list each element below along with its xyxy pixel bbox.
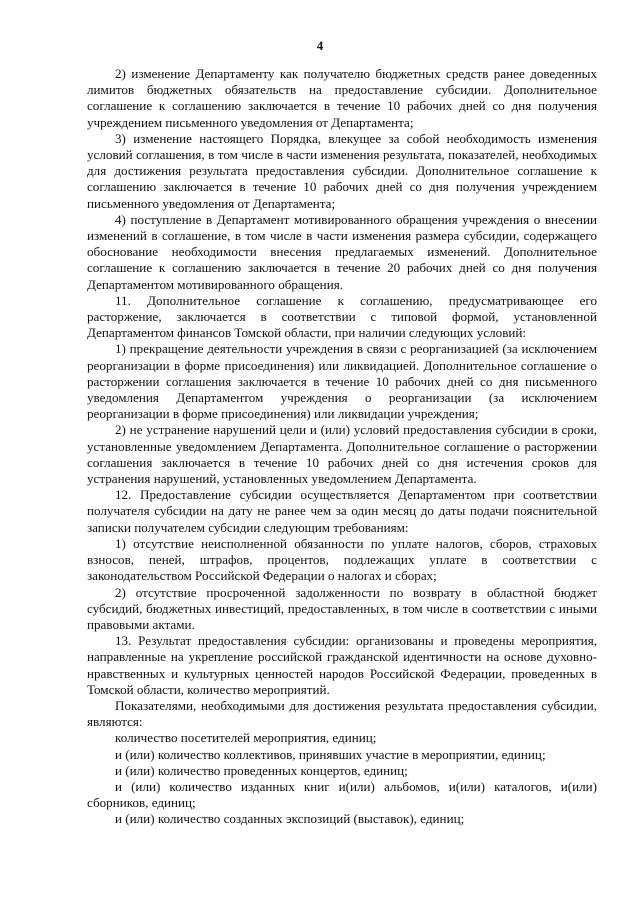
paragraph-indicators-intro: Показателями, необходимыми для достижения результата предоставления субсидии, являются: <box>87 697 597 730</box>
paragraph-12-1-taxes: 1) отсутствие неисполненной обязанности по уплате налогов, сборов, страховых взносов, пеней, штрафов, процентов, подлежащих уплате в соответствии с законодательством Российской Федерации о налогах и сборах; <box>87 535 597 584</box>
indicator-collectives: и (или) количество коллективов, принявших участие в мероприятии, единиц; <box>115 746 546 762</box>
page-number: 4 <box>316 38 324 53</box>
indicator-visitors: количество посетителей мероприятия, единиц; <box>115 730 377 746</box>
indicator-concerts: и (или) количество проведенных концертов, единиц; <box>115 762 408 778</box>
paragraph-11-2-violations: 2) не устранение нарушений цели и (или) условий предоставления субсидии в сроки, установленные уведомлением Департамента. Дополнительное соглашение о расторжении соглашения заключается в течение 10 рабочих дней со дня истечения сроков для устранения нарушений, установленных уведомлением Департамента. <box>87 422 597 487</box>
paragraph-2-budget-limits: 2) изменение Департаменту как получателю бюджетных средств ранее доведенных лимитов бюджетных обязательств на предоставление субсидии. Дополнительное соглашение к соглашению заключается в течение 10 рабочих дней со дня получения учреждением письменного уведомления от Департамента; <box>87 66 597 130</box>
paragraph-12-2-debts: 2) отсутствие просроченной задолженности по возврату в областной бюджет субсидий, бюджетных инвестиций, предоставленных, в том числе в соответствии с иными правовыми актами. <box>87 584 597 632</box>
indicator-exhibitions: и (или) количество созданных экспозиций (выставок), единиц; <box>115 811 465 827</box>
paragraph-3-procedure-change: 3) изменение настоящего Порядка, влекущее за собой необходимость изменения условий соглашения, в том числе в части изменения результата, показателей, необходимых для достижения результата предоставления субсидии. Дополнительное соглашение к соглашению заключается в течение 10 рабочих дней со дня получения учреждением письменного уведомления от Департамента; <box>87 130 597 211</box>
indicator-books: и (или) количество изданных книг и(или) альбомов, и(или) каталогов, и(или) сборников, единиц; <box>87 778 597 811</box>
paragraph-11-termination: 11. Дополнительное соглашение к соглашению, предусматривающее его расторжение, заключается в соответствии с типовой формой, установленной Департаментом финансов Томской области, при наличии следующих условий: <box>87 292 597 341</box>
paragraph-11-1-reorganization: 1) прекращение деятельности учреждения в связи с реорганизацией (за исключением реорганизации в форме присоединения) или ликвидацией. Дополнительное соглашение о расторжении соглашения заключается в течение 10 рабочих дней со дня письменного уведомления Департаментом учреждения о реорганизации (за исключением реорганизации в форме присоединения) или ликвидации учреждения; <box>87 341 597 422</box>
paragraph-12-requirements: 12. Предоставление субсидии осуществляется Департаментом при соответствии получателя субсидии на дату не ранее чем за один месяц до даты подачи пояснительной записки получателем субсидии следующим требованиям: <box>87 487 597 535</box>
document-body <box>87 66 597 828</box>
paragraph-4-motivated-appeal: 4) поступление в Департамент мотивированного обращения учреждения о внесении изменений в соглашение, в том числе в части изменения размера субсидии, содержащего обоснование необходимости внесения предлагаемых изменений. Дополнительное соглашение к соглашению заключается в течение 20 рабочих дней со дня получения Департаментом мотивированного обращения. <box>87 211 597 292</box>
paragraph-13-result: 13. Результат предоставления субсидии: организованы и проведены мероприятия, направленные на укрепление российской гражданской идентичности на основе духовно-нравственных и культурных ценностей народов Российской Федерации, проведенных в Томской области, количество мероприятий. <box>87 633 597 697</box>
